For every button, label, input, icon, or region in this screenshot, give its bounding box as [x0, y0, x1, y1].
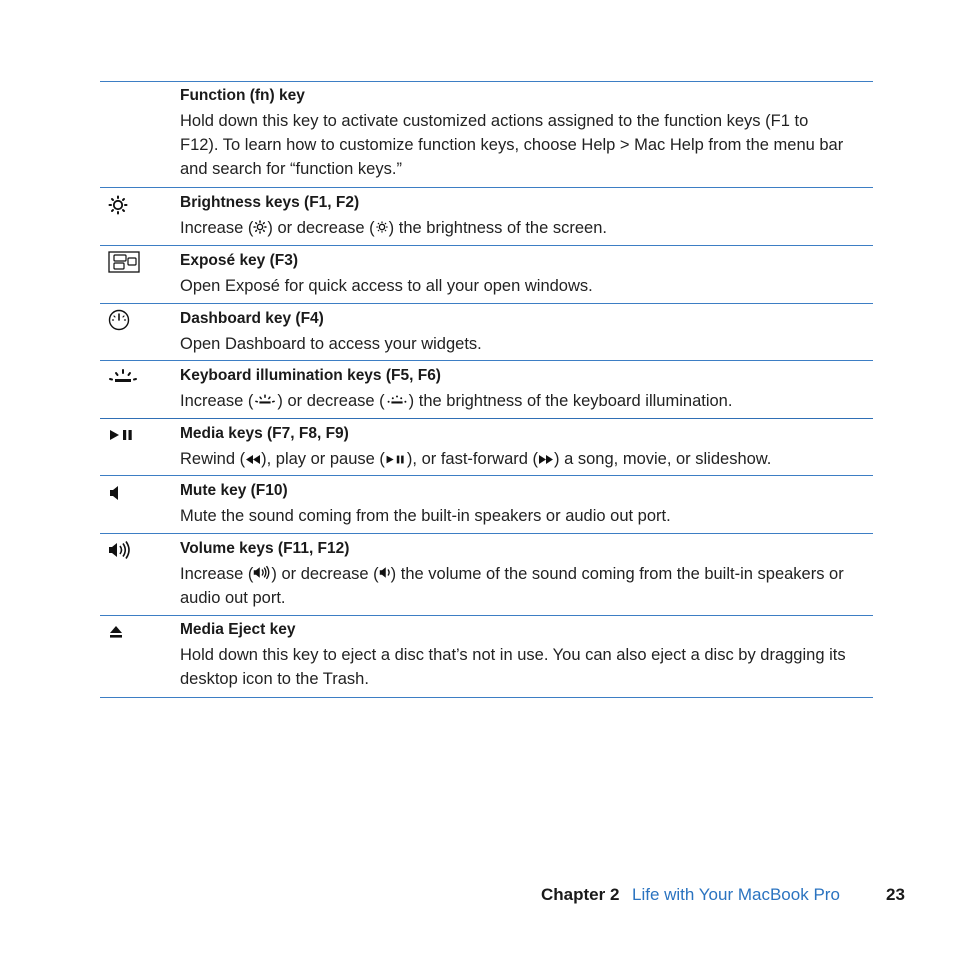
brightness-down-icon	[375, 220, 389, 234]
volume-down-icon	[379, 565, 391, 580]
row-description	[180, 447, 860, 471]
function-keys-table	[100, 81, 873, 698]
eject-icon	[108, 620, 140, 644]
table-row-keyboard-illumination-keys	[100, 361, 873, 419]
table-row-function-key	[100, 82, 873, 188]
row-title: Mute key (F10)	[180, 482, 288, 499]
chapter-label: Chapter 2	[541, 885, 620, 904]
row-title: Media Eject key	[180, 621, 296, 638]
page-number: 23	[886, 885, 905, 904]
row-content	[180, 620, 860, 691]
illumination-up-icon	[253, 393, 277, 407]
table-row-mute-key	[100, 476, 873, 534]
rewind-icon	[245, 454, 261, 465]
chapter-title: Life with Your MacBook Pro	[632, 885, 840, 904]
row-content	[180, 193, 860, 240]
row-content	[180, 539, 860, 610]
desc-text: ) or decrease (	[271, 565, 379, 583]
row-title: Volume keys (F11, F12)	[180, 540, 350, 557]
desc-text: ), or fast-forward (	[406, 450, 539, 468]
illumination-down-icon	[385, 393, 409, 407]
row-description	[180, 216, 860, 240]
row-description	[180, 389, 860, 413]
row-description	[180, 562, 860, 610]
row-content	[180, 424, 860, 471]
row-content	[180, 366, 860, 413]
play-pause-icon	[108, 423, 140, 447]
row-title: Function (fn) key	[180, 87, 305, 104]
dashboard-icon	[108, 308, 140, 332]
row-content	[180, 86, 860, 181]
row-title: Dashboard key (F4)	[180, 310, 324, 327]
desc-text: ), play or pause (	[261, 450, 385, 468]
row-description: Open Exposé for quick access to all your open windows.	[180, 277, 593, 295]
row-title: Brightness keys (F1, F2)	[180, 194, 360, 211]
brightness-up-icon	[253, 220, 267, 234]
row-description: Mute the sound coming from the built-in speakers or audio out port.	[180, 507, 671, 525]
desc-text: ) a song, movie, or slideshow.	[554, 450, 772, 468]
keyboard-illumination-icon	[108, 365, 140, 389]
desc-text: ) the volume of the sound coming from the built-in speakers or audio out port.	[180, 565, 844, 607]
row-content	[180, 251, 860, 298]
fast-forward-icon	[538, 454, 554, 465]
desc-text: Increase (	[180, 392, 254, 410]
row-content	[180, 481, 860, 528]
table-row-brightness-keys	[100, 188, 873, 246]
row-description: Hold down this key to activate customized actions assigned to the function keys (F1 to F12). To learn how to customize function keys, choose Help > Mac Help from the menu bar and search for “function keys.”	[180, 112, 844, 178]
row-content	[180, 309, 860, 356]
table-row-media-keys	[100, 419, 873, 476]
row-title: Keyboard illumination keys (F5, F6)	[180, 367, 441, 384]
brightness-icon	[108, 193, 140, 217]
desc-text: ) the brightness of the keyboard illumination.	[408, 392, 733, 410]
desc-text: Increase (	[180, 565, 254, 583]
table-row-media-eject-key	[100, 616, 873, 698]
desc-text: ) or decrease (	[267, 219, 375, 237]
volume-icon	[108, 538, 140, 562]
desc-text: Rewind (	[180, 450, 246, 468]
desc-text: ) the brightness of the screen.	[388, 219, 607, 237]
table-row-volume-keys	[100, 534, 873, 616]
table-row-expose-key	[100, 246, 873, 304]
volume-up-icon	[253, 565, 271, 580]
row-title: Media keys (F7, F8, F9)	[180, 425, 349, 442]
row-title: Exposé key (F3)	[180, 252, 299, 269]
expose-icon	[108, 250, 140, 274]
desc-text: Increase (	[180, 219, 254, 237]
desc-text: ) or decrease (	[277, 392, 385, 410]
table-row-dashboard-key	[100, 304, 873, 361]
page-footer	[0, 885, 954, 909]
mute-icon	[108, 481, 140, 505]
row-description: Open Dashboard to access your widgets.	[180, 335, 482, 353]
play-pause-inline-icon	[385, 454, 407, 465]
row-description: Hold down this key to eject a disc that’s not in use. You can also eject a disc by dragging its desktop icon to the Trash.	[180, 646, 846, 688]
